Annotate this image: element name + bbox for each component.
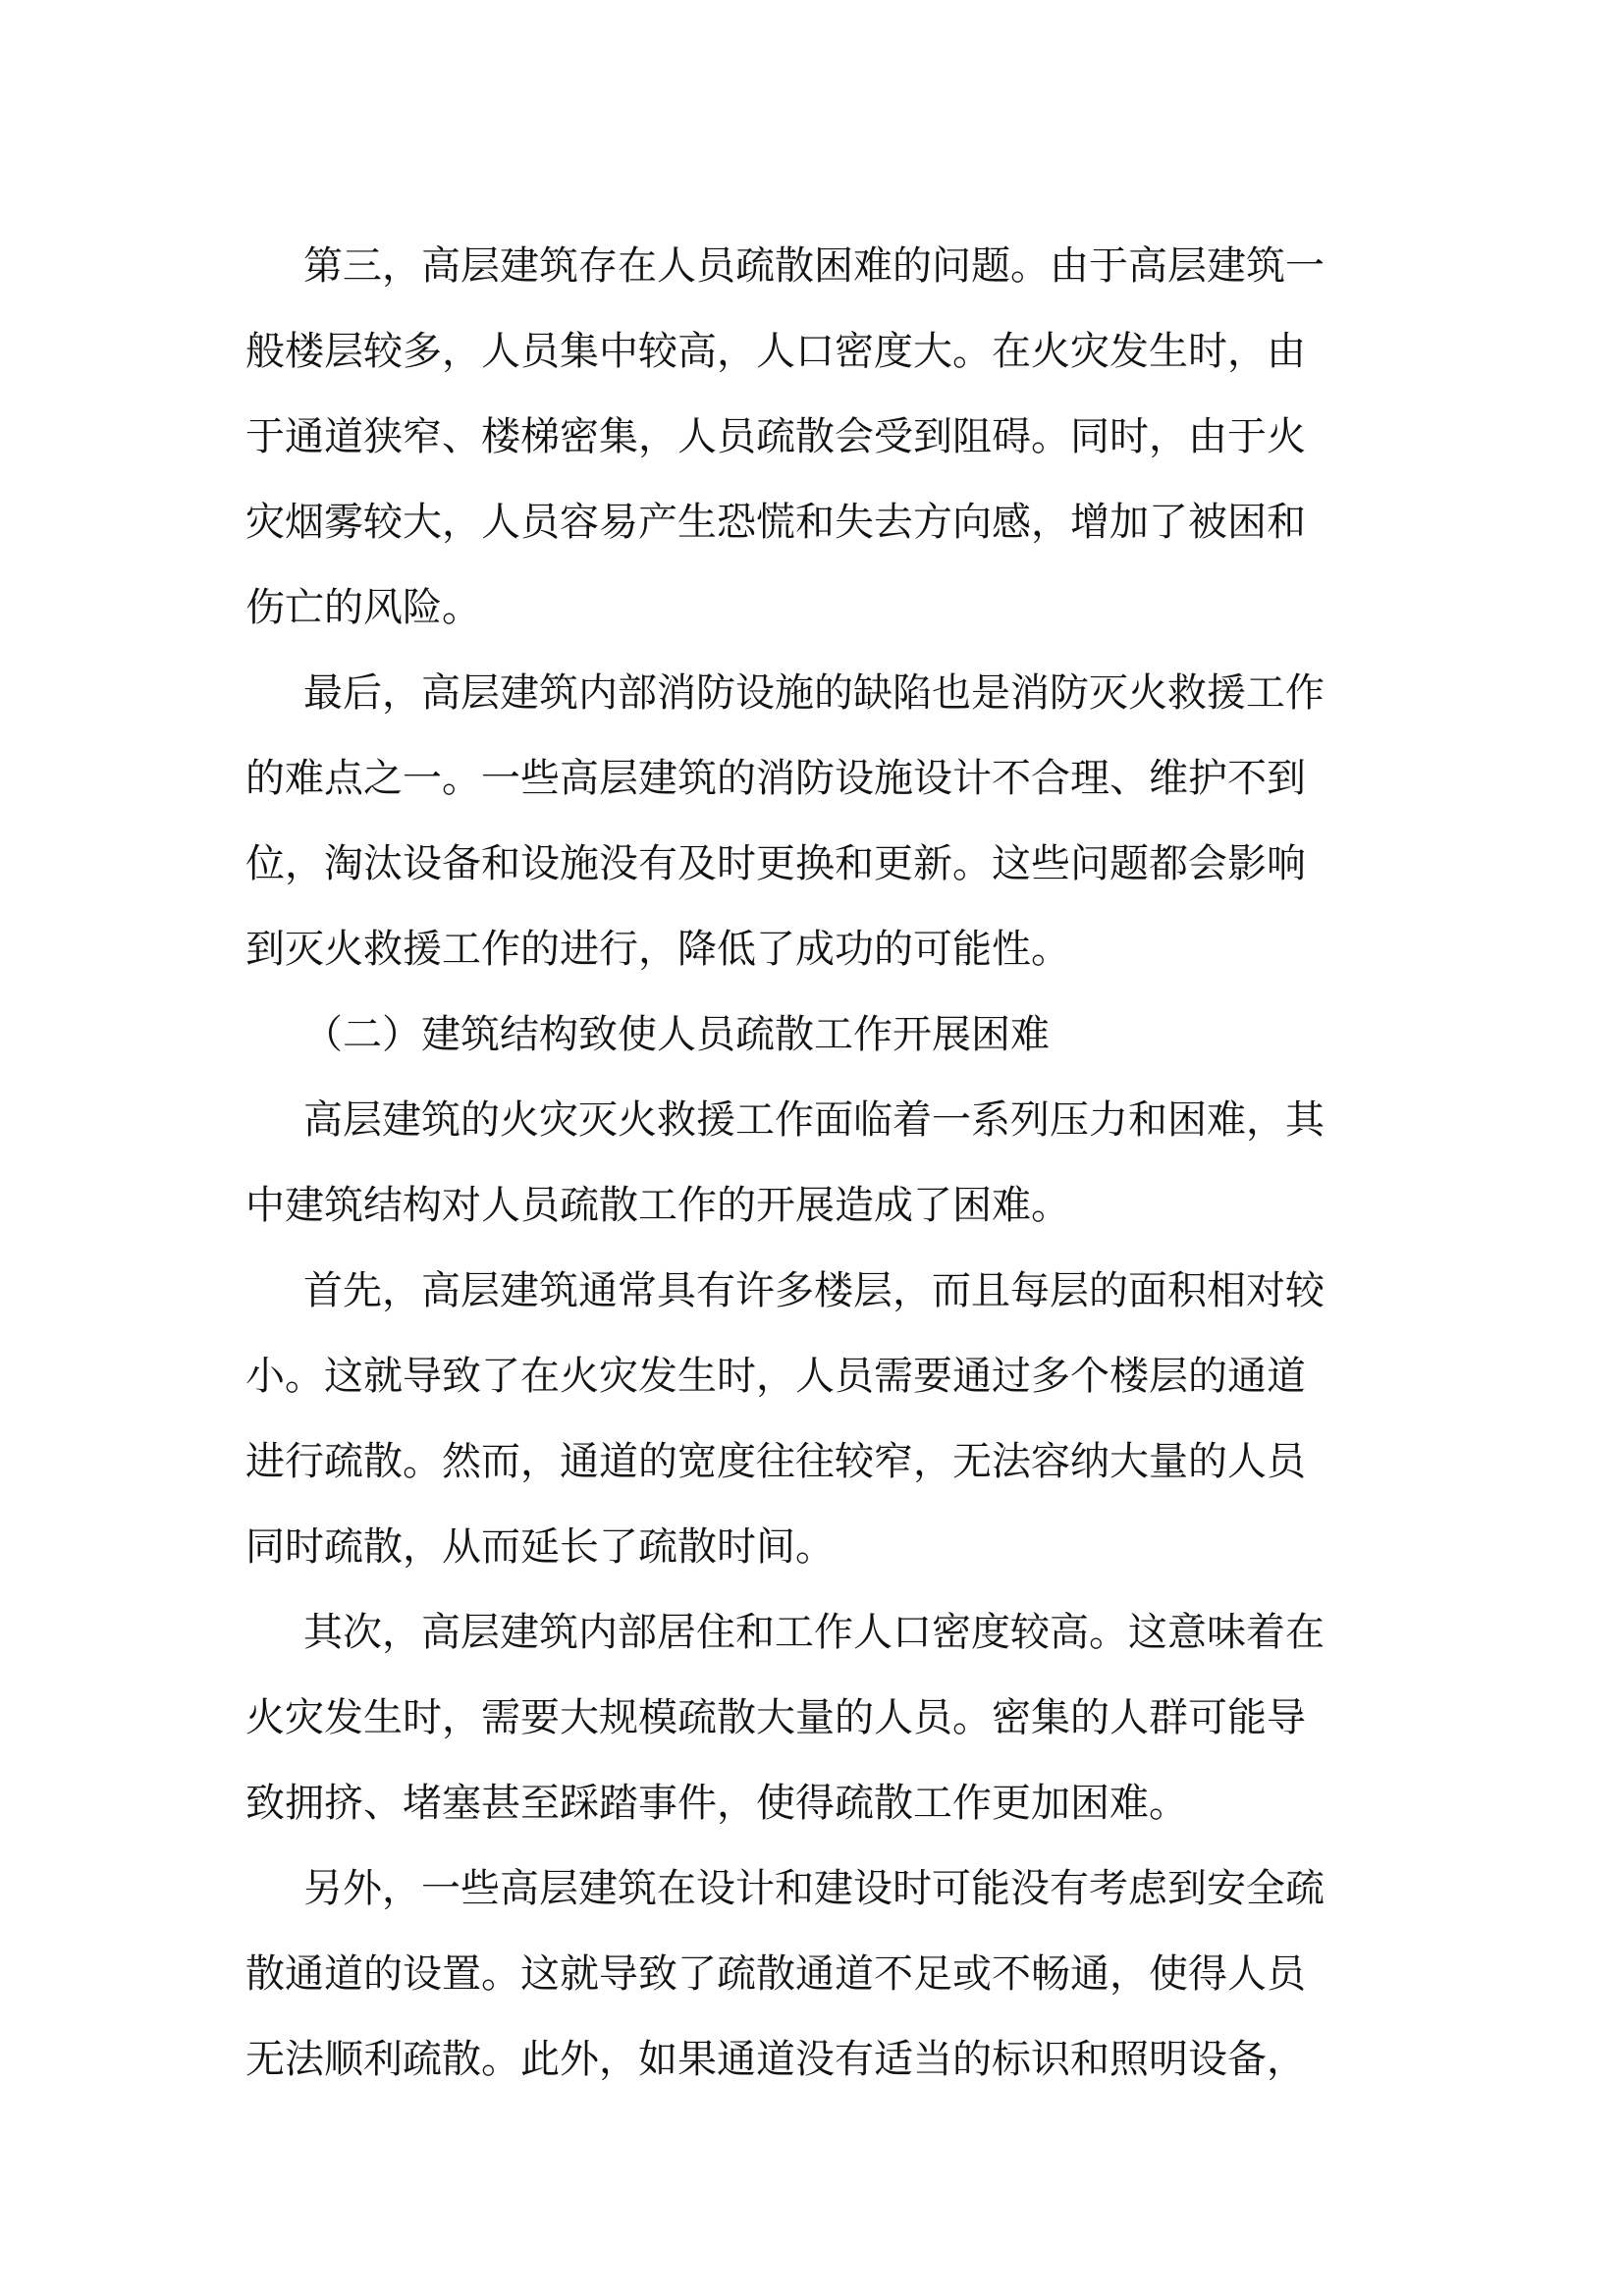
paragraph-intro [245,1078,1384,1249]
text-line: 高层建筑的火灾灭火救援工作面临着一系列压力和困难，其 [303,1097,1325,1143]
text-line: 第三，高层建筑存在人员疏散困难的问题。由于高层建筑一 [303,243,1325,289]
text-line: 另外，一些高层建筑在设计和建设时可能没有考虑到安全疏 [303,1866,1325,1911]
text-line: 中建筑结构对人员疏散工作的开展造成了困难。 [245,1183,1070,1228]
text-line: 于通道狭窄、楼梯密集，人员疏散会受到阻碍。同时，由于火 [245,414,1306,459]
text-line: 般楼层较多，人员集中较高，人口密度大。在火灾发生时，由 [245,329,1306,374]
text-line: 位，淘汰设备和设施没有及时更换和更新。这些问题都会影响 [245,841,1306,886]
text-line: 最后，高层建筑内部消防设施的缺陷也是消防灭火救援工作 [303,670,1325,716]
text-line: 到灭火救援工作的进行，降低了成功的可能性。 [245,927,1070,972]
paragraph-third [245,224,1384,651]
text-line: 其次，高层建筑内部居住和工作人口密度较高。这意味着在 [303,1610,1325,1655]
text-line: 致拥挤、堵塞甚至踩踏事件，使得疏散工作更加困难。 [245,1781,1188,1826]
text-line: 同时疏散，从而延长了疏散时间。 [245,1524,835,1570]
text-line: 灾烟雾较大，人员容易产生恐慌和失去方向感，增加了被困和 [245,500,1306,545]
paragraph-second [245,1590,1384,1846]
document-body [245,224,1384,2103]
paragraph-finally [245,651,1384,992]
text-line: 火灾发生时，需要大规模疏散大量的人员。密集的人群可能导 [245,1695,1306,1740]
text-line: 首先，高层建筑通常具有许多楼层，而且每层的面积相对较 [303,1268,1325,1313]
text-line: 伤亡的风险。 [245,585,481,630]
section-heading [245,992,1384,1078]
text-line: 进行疏散。然而，通道的宽度往往较窄，无法容纳大量的人员 [245,1439,1306,1484]
text-line: 的难点之一。一些高层建筑的消防设施设计不合理、维护不到 [245,756,1306,801]
text-line: 散通道的设置。这就导致了疏散通道不足或不畅通，使得人员 [245,1951,1306,1997]
paragraph-first [245,1249,1384,1590]
paragraph-besides [245,1846,1384,2103]
text-line: 无法顺利疏散。此外，如果通道没有适当的标识和照明设备， [245,2037,1306,2082]
text-line: 小。这就导致了在火灾发生时，人员需要通过多个楼层的通道 [245,1354,1306,1399]
heading-line: （二）建筑结构致使人员疏散工作开展困难 [303,1012,1050,1057]
